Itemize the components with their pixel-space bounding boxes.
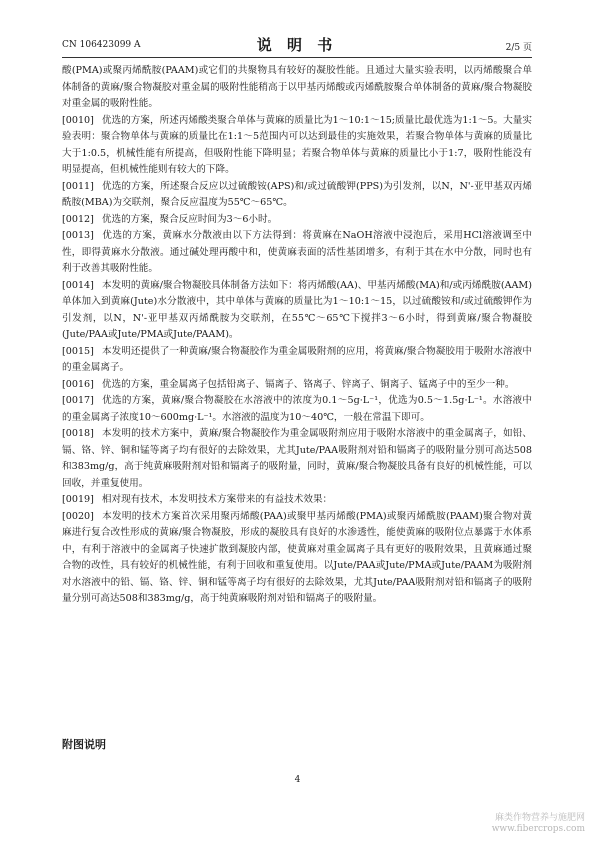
paragraph xyxy=(62,212,532,229)
paragraph xyxy=(62,509,532,608)
paragraph-number: [0017] xyxy=(62,395,94,406)
paragraph-number: [0014] xyxy=(62,279,94,291)
watermark xyxy=(492,813,585,835)
paragraph-number: [0019] xyxy=(62,494,94,505)
paragraph-text: 优选的方案，所述丙烯酸类聚合单体与黄麻的质量比为1～10:1～15;质量比最优选为1:1～5。大量实验表明：聚合物单体与黄麻的质量比在1:1～5范围内可以达到最佳的实施效果，若聚合物单体与黄麻的质量比大于1:0.5，机械性能有所提高，但吸附性能下降明显；若聚合物单体与黄麻的质量比小于1:7，吸附性能没有明显提高，但机械性能则有较大的下降。 xyxy=(62,114,532,175)
document-title: 说 明 书 xyxy=(256,36,338,54)
paragraph-text: 相对现有技术，本发明技术方案带来的有益技术效果： xyxy=(101,494,333,505)
page-number: 4 xyxy=(294,775,301,785)
paragraph xyxy=(62,179,532,212)
paragraph xyxy=(62,228,532,278)
paragraph-number: [0015] xyxy=(62,345,94,357)
paragraph-text: 本发明还提供了一种黄麻/聚合物凝胶作为重金属吸附剂的应用，将黄麻/聚合物凝胶用于吸附水溶液中的重金属离子。 xyxy=(62,345,532,373)
section-title: 附图说明 xyxy=(62,738,106,751)
paragraph xyxy=(62,377,532,394)
paragraph-text: 优选的方案，重金属离子包括铅离子、镉离子、铬离子、锌离子、铜离子、锰离子中的至少一种。 xyxy=(101,378,515,390)
paragraph-text: 本发明的技术方案中，黄麻/聚合物凝胶作为重金属吸附剂应用于吸附水溶液中的重金属离子，如铅、镉、铬、锌、铜和锰等离子均有很好的去除效果，尤其Jute/PAA吸附剂对铅和镉离子的吸附量分别可高达508和383mg/g，高于纯黄麻吸附剂对铅和镉离子的吸附量，同时，黄麻/聚合物凝胶具备有良好的机械性能，可以回收，并重复使用。 xyxy=(62,428,532,489)
paragraph-text: 本发明的技术方案首次采用聚丙烯酸(PAA)或聚甲基丙烯酸(PMA)或聚丙烯酰胺(PAAM)聚合物对黄麻进行复合改性形成的黄麻/聚合物凝胶，形成的凝胶具有良好的水渗透性，能使黄麻的吸附位点暴露于水体系中，有利于溶液中的金属离子快速扩散到凝胶内部，使黄麻对重金属离子具有更好的吸附效果，且黄麻通过聚合物的改性，具有较好的机械性能，有利于回收和重复使用。以Jute/PAA或Jute/PMA或Jute/PAAM为吸附剂对水溶液中的铅、镉、铬、锌、铜和锰等离子均有很好的去除效果，尤其Jute/PAA吸附剂对铅和镉离子的吸附量分别可高达508和383mg/g，高于纯黄麻吸附剂对铅和镉离子的吸附量。 xyxy=(62,510,532,604)
paragraph-number: [0016] xyxy=(62,378,94,390)
patent-number: CN 106423099 A xyxy=(62,40,141,50)
intro-paragraph: 酸(PMA)或聚丙烯酰胺(PAAM)或它们的共聚物具有较好的凝胶性能。且通过大量实验表明，以丙烯酸聚合单体制备的黄麻/聚合物凝胶对重金属的吸附性能稍高于以甲基丙烯酸或丙烯酰胺聚合单体制备的黄麻/聚合物凝胶对重金属的吸附性能。 xyxy=(62,65,532,109)
paragraph-number: [0011] xyxy=(62,180,94,192)
watermark-line-2: www.fibercrops.com xyxy=(491,824,585,834)
paragraph xyxy=(62,492,532,509)
paragraph xyxy=(62,113,532,179)
paragraph-text: 优选的方案，黄麻/聚合物凝胶在水溶液中的浓度为0.1～5g·L⁻¹，优选为0.5～1.5g·L⁻¹。水溶液中的重金属离子浓度10～600mg·L⁻¹。水溶液的温度为10～40℃，一般在常温下即可。 xyxy=(62,395,532,423)
paragraph xyxy=(62,278,532,344)
paragraph-number: [0013] xyxy=(62,230,94,241)
paragraph xyxy=(62,393,532,426)
header-rule xyxy=(62,57,532,58)
paragraph-text: 优选的方案，黄麻水分散液由以下方法得到：将黄麻在NaOH溶液中浸泡后，采用HCl溶液调至中性，即得黄麻水分散液。通过碱处理再酸中和，使黄麻表面的活性基团增多，有利于其在水中分散，同时也有利于改善其吸附性能。 xyxy=(62,230,532,274)
paragraph-number: [0010] xyxy=(62,114,94,126)
document-body xyxy=(62,63,532,608)
paragraph-text: 优选的方案，聚合反应时间为3～6小时。 xyxy=(101,213,278,225)
page-info: 2/5 页 xyxy=(505,43,532,53)
paragraph-list xyxy=(62,113,532,608)
watermark-line-1: 麻类作物营养与施肥网 xyxy=(494,813,585,823)
paragraph xyxy=(62,344,532,377)
paragraph-number: [0018] xyxy=(62,428,94,439)
paragraph-number: [0012] xyxy=(62,213,94,225)
paragraph xyxy=(62,426,532,492)
paragraph-text: 优选的方案，所述聚合反应以过硫酸铵(APS)和/或过硫酸钾(PPS)为引发剂，以N，N'-亚甲基双丙烯酰胺(MBA)为交联剂，聚合反应温度为55℃～65℃。 xyxy=(62,180,532,208)
paragraph-text: 本发明的黄麻/聚合物凝胶具体制备方法如下：将丙烯酸(AA)、甲基丙烯酸(MA)和/或丙烯酰胺(AAM)单体加入到黄麻(Jute)水分散液中，其中单体与黄麻的质量比为1～10:1～15，以过硫酸铵和/或过硫酸钾作为引发剂，以N，N'-亚甲基双丙烯酰胺为交联剂，在55℃～65℃下搅拌3～6小时，得到黄麻/聚合物凝胶(Jute/PAA或Jute/PMA或Jute/PAAM)。 xyxy=(62,279,532,340)
paragraph-number: [0020] xyxy=(62,510,94,522)
page-header xyxy=(62,34,532,54)
